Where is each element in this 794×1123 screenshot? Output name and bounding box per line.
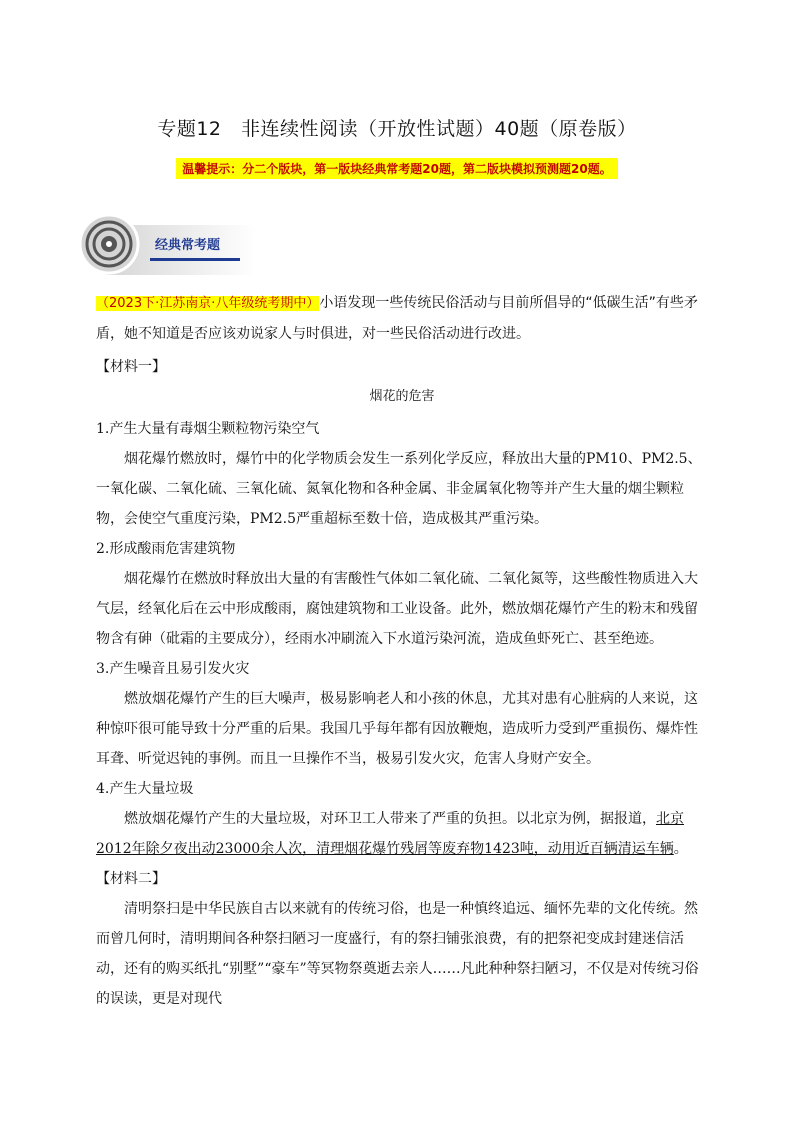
section-label: 经典常考题 (155, 238, 221, 253)
paragraph-4 (96, 804, 708, 864)
paragraph-3: 燃放烟花爆竹产生的巨大噪声，极易影响老人和小孩的休息，尤其对患有心脏病的人来说，这种惊吓很可能导致十分严重的后果。我国几乎每年都有因放鞭炮，造成听力受到严重损伤、爆炸性耳聋、听觉迟钝的事例。而且一旦操作不当，极易引发火灾，危害人身财产安全。 (96, 691, 698, 767)
tip-text: 温馨提示：分二个版块，第一版块经典常考题20题，第二版块模拟预测题20题。 (176, 158, 617, 179)
article-title: 烟花的危害 (369, 389, 435, 404)
heading-1: 1.产生大量有毒烟尘颗粒物污染空气 (96, 421, 320, 437)
material1-label: 【材料一】 (96, 359, 166, 375)
section-underline (150, 258, 240, 261)
section-header (78, 213, 278, 275)
heading-2: 2.形成酸雨危害建筑物 (96, 541, 236, 557)
paragraph-5: 清明祭扫是中华民族自古以来就有的传统习俗，也是一种慎终追远、缅怀先辈的文化传统。然而曾几何时，清明期间各种祭扫陋习一度盛行，有的祭扫铺张浪费，有的把祭祀变成封建迷信活动，还有的购买纸扎“别墅”“豪车”等冥物祭奠逝去亲人……凡此种种祭扫陋习，不仅是对传统习俗的误读，更是对现代 (96, 901, 699, 1007)
paragraph-1: 烟花爆竹燃放时，爆竹中的化学物质会发生一系列化学反应，释放出大量的PM10、PM2.5、一氧化碳、二氧化硫、三氧化硫、氮氧化物和各种金属、非金属氧化物等并产生大量的烟尘颗粒物，会使空气重度污染，PM2.5严重超标至数十倍，造成极其严重污染。 (96, 451, 702, 527)
material1-body (96, 414, 708, 1014)
document-title: 专题12 非连续性阅读（开放性试题）40题（原卷版） (157, 118, 637, 140)
tip-banner (0, 158, 794, 179)
target-icon (78, 213, 140, 275)
paragraph-4-end: 。 (673, 841, 688, 857)
material2-label: 【材料二】 (96, 871, 166, 887)
paragraph-4-underlined: 北京2012年除夕夜出动23000余人次，清理烟花爆竹残屑等废弃物1423吨，动用近百辆清运车辆 (96, 811, 684, 857)
paragraph-2: 烟花爆竹在燃放时释放出大量的有害酸性气体如二氧化硫、二氧化氮等，这些酸性物质进入大气层，经氧化后在云中形成酸雨，腐蚀建筑物和工业设备。此外，燃放烟花爆竹产生的粉末和残留物含有砷（砒霜的主要成分），经雨水冲刷流入下水道污染河流，造成鱼虾死亡、甚至绝迹。 (96, 571, 698, 647)
question-source: （2023下·江苏南京·八年级统考期中） (96, 296, 320, 311)
intro-text: 小语发现一些传统民俗活动与目前所倡导的“低碳生活”有些矛盾，她不知道是否应该劝说家人与时俱进，对一些民俗活动进行改进。 (96, 295, 698, 342)
paragraph-4-start: 燃放烟花爆竹产生的大量垃圾，对环卫工人带来了严重的负担。以北京为例，据报道， (124, 811, 656, 827)
question-intro (96, 288, 708, 349)
heading-3: 3.产生噪音且易引发火灾 (96, 661, 250, 677)
heading-4: 4.产生大量垃圾 (96, 781, 194, 797)
